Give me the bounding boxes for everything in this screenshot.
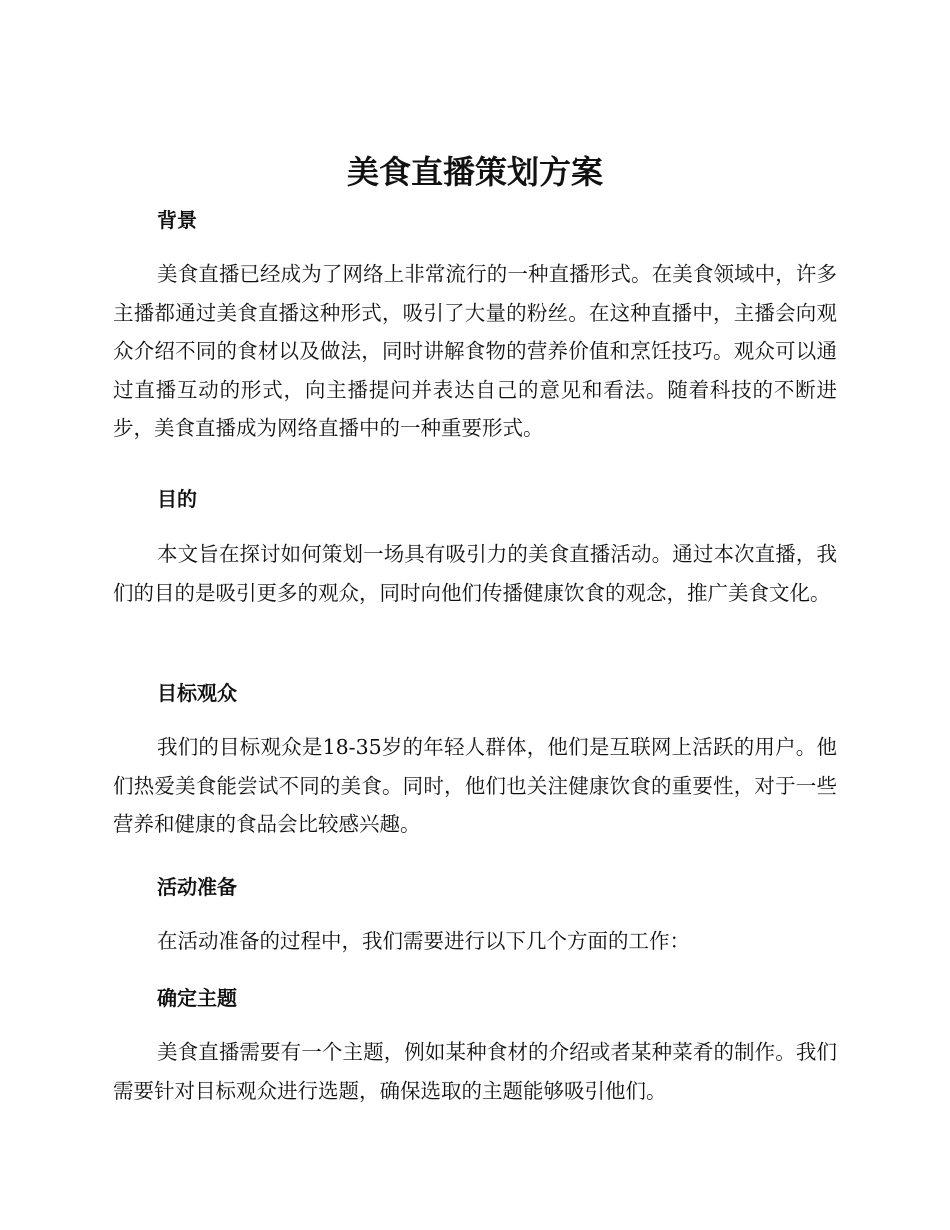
section-paragraph-preparation: 在活动准备的过程中，我们需要进行以下几个方面的工作： [157, 929, 690, 953]
section-heading-purpose: 目的 [157, 487, 197, 511]
section-paragraph-purpose: 本文旨在探讨如何策划一场具有吸引力的美食直播活动。通过本次直播，我们的目的是吸引更多的观众，同时向他们传播健康饮食的观念，推广美食文化。 [113, 542, 837, 605]
document-title: 美食直播策划方案 [346, 153, 603, 191]
section-heading-preparation: 活动准备 [157, 875, 237, 899]
section-paragraph-target-audience: 我们的目标观众是18-35岁的年轻人群体，他们是互联网上活跃的用户。他们热爱美食能尝试不同的美食。同时，他们也关注健康饮食的重要性，对于一些营养和健康的食品会比较感兴趣。 [113, 735, 837, 836]
section-heading-background: 背景 [157, 208, 197, 232]
section-paragraph-theme: 美食直播需要有一个主题，例如某种食材的介绍或者某种菜肴的制作。我们需要针对目标观众进行选题，确保选取的主题能够吸引他们。 [113, 1040, 837, 1103]
section-paragraph-background: 美食直播已经成为了网络上非常流行的一种直播形式。在美食领域中，许多主播都通过美食直播这种形式，吸引了大量的粉丝。在这种直播中，主播会向观众介绍不同的食材以及做法，同时讲解食物的营养价值和烹饪技巧。观众可以通过直播互动的形式，向主播提问并表达自己的意见和看法。随着科技的不断进步，美食直播成为网络直播中的一种重要形式。 [113, 262, 837, 440]
section-heading-theme: 确定主题 [157, 986, 237, 1010]
section-heading-target-audience: 目标观众 [157, 681, 237, 705]
